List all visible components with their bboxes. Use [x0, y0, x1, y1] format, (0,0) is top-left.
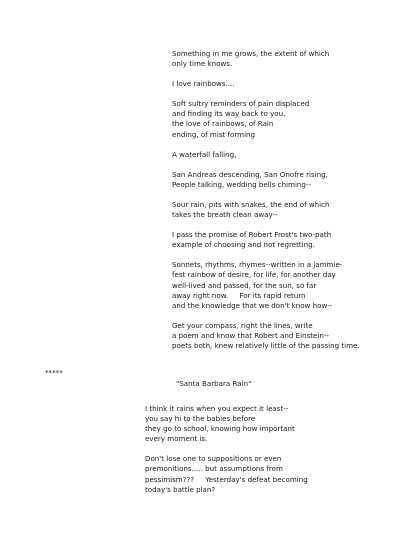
poem-line: San Andreas descending, San Onofre rising, — [172, 169, 328, 179]
poem-line: Something in me grows, the extent of which — [172, 49, 330, 58]
poem-line: Sonnets, rhythms, rhymes--written in a jammie- — [172, 260, 343, 270]
poem-line: I love rainbows.... — [172, 79, 235, 89]
poem-line: example of choosing and not regretting. — [172, 240, 315, 250]
poem-line: Sour rain, pits with snakes, the end of which — [172, 199, 330, 209]
stanza — [145, 404, 405, 444]
stanza — [172, 49, 412, 69]
poem-line: Soft sultry reminders of pain displaced — [172, 99, 310, 109]
stanza — [172, 230, 412, 250]
stanza — [172, 260, 412, 310]
poem-line: they go to school, knowing how important — [145, 424, 295, 434]
poem-line: takes the breath clean away-- — [172, 210, 278, 220]
stanza — [172, 150, 412, 160]
poem-line: Don't lose one to suppositions or even — [145, 454, 282, 464]
poem-line: A waterfall falling, — [172, 149, 237, 159]
section-separator: ***** — [45, 368, 63, 377]
poem-line: poets both, knew relatively little of the passing time. — [172, 340, 360, 350]
poem-line: the love of rainbows, of Rain — [172, 119, 274, 129]
poem-line: ending, of mist forming — [172, 129, 256, 139]
poem-line: premonitions..... but assumptions from — [145, 464, 283, 474]
stanza — [172, 321, 412, 351]
poem-line: pessimism??? Yesterday's defeat becoming — [145, 474, 308, 484]
poem-two — [145, 404, 405, 505]
poem-line: I think it rains when you expect it least-- — [145, 404, 289, 413]
poem-line: and the knowledge that we don't know how-- — [172, 300, 333, 310]
stanza — [172, 99, 412, 139]
poem-line: and finding its way back to you, — [172, 109, 286, 119]
poem-line: away right now. For its rapid return — [172, 290, 306, 300]
stanza — [145, 454, 405, 494]
poem-one — [172, 49, 412, 361]
poem-line: Get your compass, right the lines, write — [172, 320, 313, 330]
stanza — [172, 200, 412, 220]
poem-line: fest rainbow of desire, for life, for another day — [172, 270, 336, 280]
stanza — [172, 79, 412, 89]
poem-line: I pass the promise of Robert Frost's two-path — [172, 230, 332, 240]
poem-line: a poem and know that Robert and Einstein-- — [172, 330, 329, 340]
poem-line: only time knows. — [172, 59, 233, 69]
poem-line: every moment is. — [145, 434, 208, 444]
poem-title: "Santa Barbara Rain" — [176, 379, 252, 388]
stanza — [172, 170, 412, 190]
poem-line: you say hi to the babies before — [145, 414, 256, 424]
poem-line: People talking, wedding bells chiming-- — [172, 179, 312, 189]
poem-line: today's battle plan? — [145, 484, 216, 494]
poem-line: well-lived and passed, for the sun, so far — [172, 280, 317, 290]
